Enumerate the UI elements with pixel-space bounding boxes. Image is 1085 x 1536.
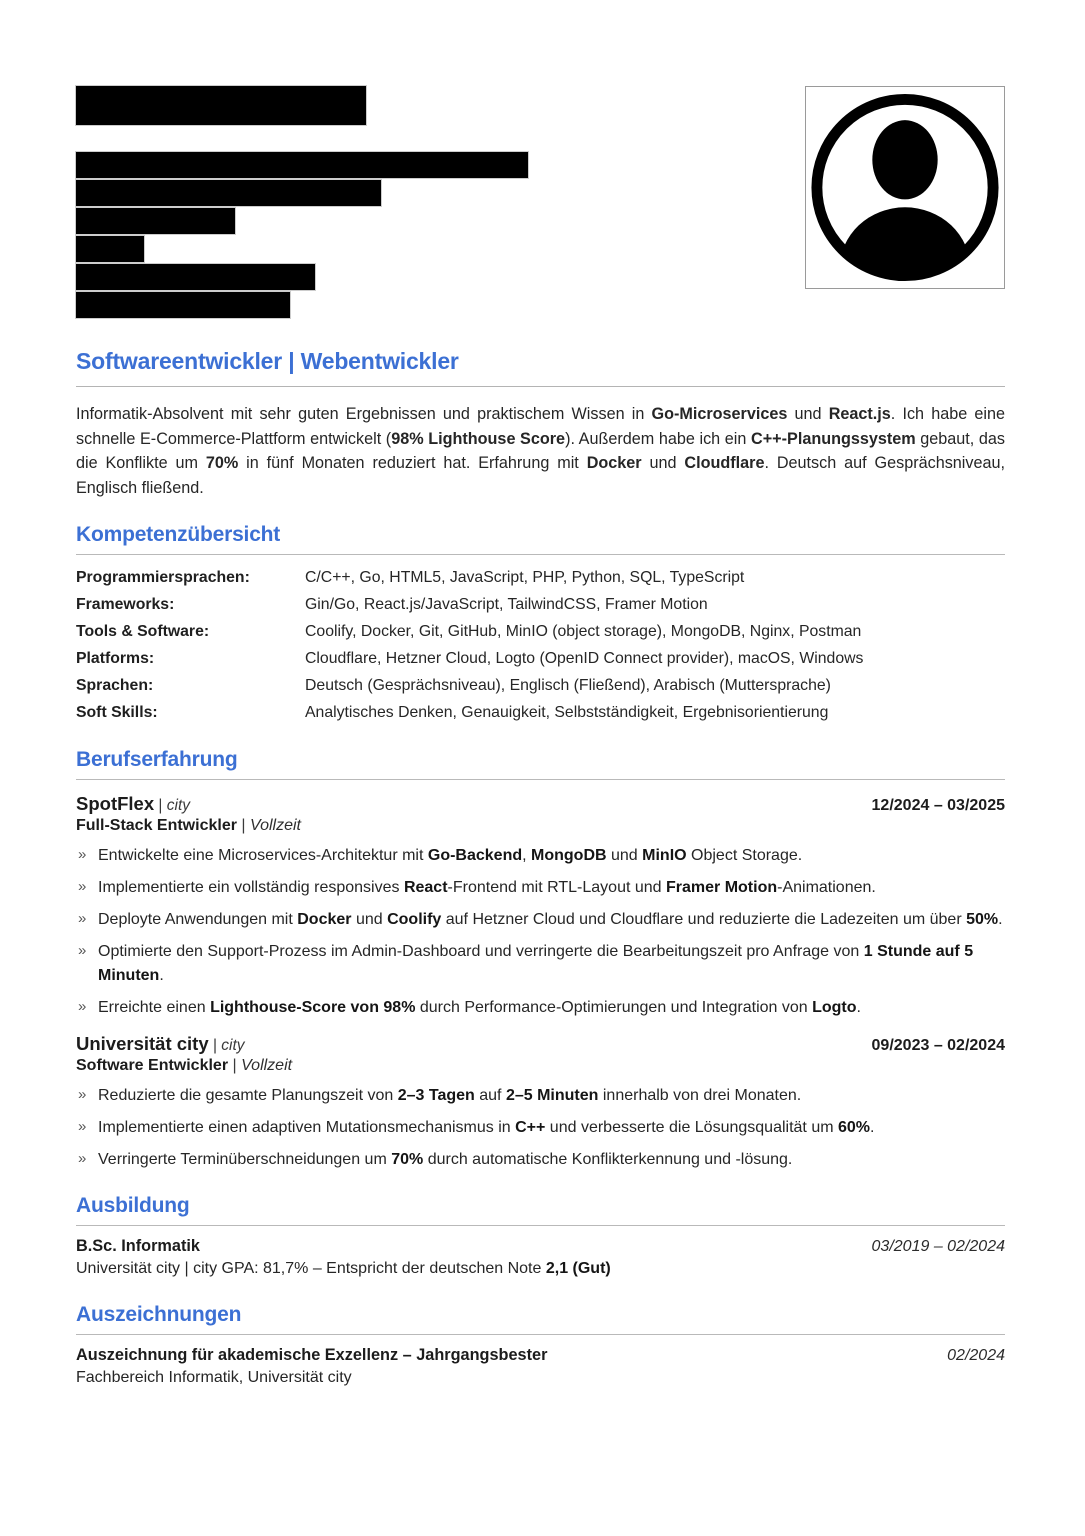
bullet-list [76, 844, 1005, 1020]
separator: | [228, 1057, 242, 1075]
bullet-marker-icon: » [78, 1118, 87, 1136]
section-title-experience: Berufserfahrung [76, 748, 238, 772]
bullet-item [76, 1116, 1005, 1140]
experience-entry [76, 793, 1005, 1020]
bullet-text: Implementierte einen adaptiven Mutationsmechanismus in C++ und verbesserte die Lösungsqualität um 60%. [98, 1119, 875, 1137]
skill-category-label: Sprachen: [76, 677, 154, 695]
bullet-text: Deployte Anwendungen mit Docker und Coolify auf Hetzner Cloud und Cloudflare und reduzierte die Ladezeiten um über 50%. [98, 911, 1003, 929]
section-title-education: Ausbildung [76, 1194, 190, 1218]
section-title-skills: Kompetenzübersicht [76, 522, 281, 546]
credential-title: B.Sc. Informatik [76, 1237, 200, 1256]
skill-category-label: Platforms: [76, 649, 155, 667]
redacted-contact-line [76, 208, 235, 234]
skill-row [76, 645, 1005, 672]
redacted-contact-line [76, 292, 290, 318]
skill-row [76, 564, 1005, 591]
skills-table [76, 564, 1005, 727]
bullet-item [76, 876, 1005, 900]
awards-list [76, 1346, 1005, 1389]
bullet-marker-icon: » [78, 1150, 87, 1168]
employer-location: city [166, 797, 191, 815]
profile-photo-placeholder [805, 86, 1005, 289]
bullet-text: Reduzierte die gesamte Planungszeit von 2–3 Tagen auf 2–5 Minuten innerhalb von drei Monaten. [98, 1087, 802, 1105]
profile-summary: Informatik-Absolvent mit sehr guten Ergebnissen und praktischem Wissen in Go-Microservices und React.js. Ich habe eine schnelle E-Commerce-Plattform entwickelt (98% Lighthouse Score). Außerdem habe ich ein C++-Planungssystem gebaut, das die Konflikte um 70% in fünf Monaten reduziert hat. Erfahrung mit Docker und Cloudflare. Deutsch auf Gesprächsniveau, Englisch fließend. [76, 405, 1006, 497]
section-education [76, 1194, 1005, 1280]
separator: | [154, 797, 167, 815]
skill-value-text: C/C++, Go, HTML5, JavaScript, PHP, Python, SQL, TypeScript [305, 568, 745, 586]
credential-entry [76, 1346, 1005, 1389]
bullet-item [76, 908, 1005, 932]
job-role: Software Entwickler | Vollzeit [76, 1057, 293, 1075]
employment-dates: 09/2023 – 02/2024 [871, 1037, 1005, 1055]
bullet-marker-icon: » [78, 910, 87, 928]
bullet-text: Optimierte den Support-Prozess im Admin-Dashboard und verringerte die Bearbeitungszeit pro Anfrage von 1 Stunde auf 5 Minuten. [98, 943, 974, 985]
experience-list [76, 793, 1005, 1172]
credential-entry [76, 1237, 1005, 1280]
experience-entry-header [76, 1033, 1005, 1055]
employment-dates: 12/2024 – 03/2025 [871, 797, 1005, 815]
experience-entry [76, 1033, 1005, 1172]
bullet-item [76, 940, 1005, 988]
bullet-text: Implementierte ein vollständig responsives React-Frontend mit RTL-Layout und Framer Motion-Animationen. [98, 879, 876, 897]
bullet-item [76, 844, 1005, 868]
skill-value-text: Gin/Go, React.js/JavaScript, TailwindCSS, Framer Motion [305, 595, 708, 613]
credential-dates: 03/2019 – 02/2024 [871, 1238, 1005, 1256]
skill-row [76, 591, 1005, 618]
section-awards [76, 1303, 1005, 1389]
section-divider [76, 554, 1005, 555]
credential-detail: Fachbereich Informatik, Universität city [76, 1368, 352, 1386]
employment-type: Vollzeit [249, 817, 301, 835]
employer-location: city [221, 1037, 245, 1055]
employer-name: Universität city | city [76, 1033, 245, 1055]
headline-divider [76, 386, 1005, 387]
employment-type: Vollzeit [241, 1057, 293, 1075]
section-divider [76, 1334, 1005, 1335]
bullet-text: Entwickelte eine Microservices-Architektur mit Go-Backend, MongoDB und MinIO Object Storage. [98, 847, 803, 865]
employer-name: SpotFlex | city [76, 793, 191, 815]
redacted-contact-line [76, 264, 315, 290]
bullet-marker-icon: » [78, 846, 87, 864]
skill-value-text: Coolify, Docker, Git, GitHub, MinIO (object storage), MongoDB, Nginx, Postman [305, 622, 862, 640]
skill-category-label: Frameworks: [76, 595, 175, 613]
redacted-name-bar [76, 86, 366, 125]
bullet-text: Verringerte Terminüberschneidungen um 70% durch automatische Konflikterkennung und -lösung. [98, 1151, 793, 1169]
skill-category-label: Programmiersprachen: [76, 568, 250, 586]
skill-row [76, 672, 1005, 699]
skill-row [76, 699, 1005, 726]
section-experience [76, 748, 1005, 1172]
credential-header [76, 1237, 1005, 1256]
redacted-contact-line [76, 180, 381, 206]
redacted-contact-line [76, 152, 528, 178]
education-list [76, 1237, 1005, 1280]
skill-category-label: Tools & Software: [76, 622, 210, 640]
redacted-contact-line [76, 236, 144, 262]
skill-row [76, 618, 1005, 645]
bullet-marker-icon: » [78, 1086, 87, 1104]
skill-category-label: Soft Skills: [76, 704, 158, 722]
bullet-marker-icon: » [78, 878, 87, 896]
credential-title: Auszeichnung für akademische Exzellenz – Jahrgangsbester [76, 1345, 548, 1364]
bullet-list [76, 1084, 1005, 1172]
resume-header [76, 0, 1005, 318]
section-divider [76, 779, 1005, 780]
section-divider [76, 1225, 1005, 1226]
job-role: Full-Stack Entwickler | Vollzeit [76, 817, 301, 835]
bullet-marker-icon: » [78, 942, 87, 960]
bullet-item [76, 996, 1005, 1020]
section-skills [76, 523, 1005, 727]
bullet-marker-icon: » [78, 998, 87, 1016]
bullet-item [76, 1084, 1005, 1108]
skill-value-text: Analytisches Denken, Genauigkeit, Selbstständigkeit, Ergebnisorientierung [305, 704, 829, 722]
bullet-item [76, 1148, 1005, 1172]
credential-header [76, 1346, 1005, 1365]
experience-entry-header [76, 793, 1005, 815]
bullet-text: Erreichte einen Lighthouse-Score von 98% durch Performance-Optimierungen und Integration von Logto. [98, 999, 861, 1017]
credential-detail: Universität city | city GPA: 81,7% – Entspricht der deutschen Note 2,1 (Gut) [76, 1260, 611, 1278]
resume-content [76, 0, 1005, 1389]
separator: | [208, 1037, 222, 1055]
avatar-icon [806, 87, 1004, 288]
headline-job-title: Softwareentwickler | Webentwickler [76, 348, 459, 374]
separator: | [236, 817, 250, 835]
section-title-awards: Auszeichnungen [76, 1302, 242, 1326]
skill-value-text: Deutsch (Gesprächsniveau), Englisch (Fließend), Arabisch (Muttersprache) [305, 677, 831, 695]
skill-value-text: Cloudflare, Hetzner Cloud, Logto (OpenID Connect provider), macOS, Windows [305, 649, 864, 667]
credential-dates: 02/2024 [947, 1346, 1005, 1364]
